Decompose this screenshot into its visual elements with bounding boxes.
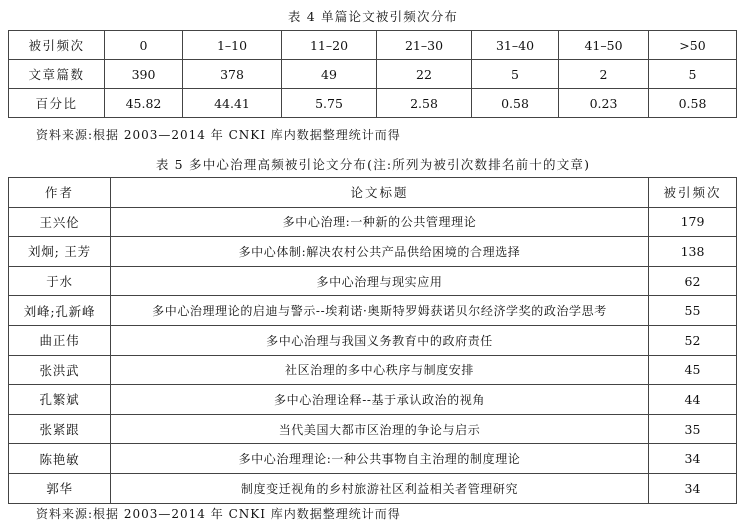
table4-caption: 表 4 单篇论文被引频次分布 bbox=[287, 9, 459, 24]
value-cell: 5.75 bbox=[282, 89, 377, 118]
header-cell: 被引频次 bbox=[649, 178, 737, 208]
row-label-cell: 被引频次 bbox=[9, 31, 105, 60]
value-cell: 49 bbox=[282, 60, 377, 89]
value-cell: 5 bbox=[649, 60, 737, 89]
table-row bbox=[9, 414, 737, 444]
citation-count-cell: 62 bbox=[649, 266, 737, 296]
paper-title-cell: 多中心体制:解决农村公共产品供给困境的合理选择 bbox=[111, 237, 649, 267]
value-cell: 45.82 bbox=[105, 89, 183, 118]
value-cell: 390 bbox=[105, 60, 183, 89]
header-cell: 1–10 bbox=[183, 31, 282, 60]
author-cell: 张洪武 bbox=[9, 355, 111, 385]
value-cell: 378 bbox=[183, 60, 282, 89]
citation-count-cell: 55 bbox=[649, 296, 737, 326]
table5-source-note: 资料来源:根据 2003—2014 年 CNKI 库内数据整理统计而得 bbox=[36, 507, 401, 521]
header-cell: 21–30 bbox=[377, 31, 472, 60]
value-cell: 5 bbox=[472, 60, 559, 89]
header-cell: 31–40 bbox=[472, 31, 559, 60]
table-row bbox=[9, 473, 737, 503]
author-cell: 孔繁斌 bbox=[9, 385, 111, 415]
author-cell: 张紧跟 bbox=[9, 414, 111, 444]
value-cell: 2 bbox=[559, 60, 649, 89]
author-cell: 郭华 bbox=[9, 473, 111, 503]
paper-title-cell: 多中心治理与现实应用 bbox=[111, 266, 649, 296]
header-cell: 作者 bbox=[9, 178, 111, 208]
paper-title-cell: 当代美国大都市区治理的争论与启示 bbox=[111, 414, 649, 444]
author-cell: 陈艳敏 bbox=[9, 444, 111, 474]
author-cell: 于水 bbox=[9, 266, 111, 296]
table-row bbox=[9, 207, 737, 237]
header-cell: >50 bbox=[649, 31, 737, 60]
citation-count-cell: 35 bbox=[649, 414, 737, 444]
citation-count-cell: 34 bbox=[649, 473, 737, 503]
value-cell: 0.58 bbox=[649, 89, 737, 118]
citation-count-cell: 52 bbox=[649, 325, 737, 355]
table4-source-note: 资料来源:根据 2003—2014 年 CNKI 库内数据整理统计而得 bbox=[36, 128, 401, 142]
paper-title-cell: 多中心治理与我国义务教育中的政府责任 bbox=[111, 325, 649, 355]
author-cell: 王兴伦 bbox=[9, 207, 111, 237]
high-cited-papers-table bbox=[8, 177, 737, 504]
value-cell: 0.23 bbox=[559, 89, 649, 118]
paper-title-cell: 多中心治理理论的启迪与警示--埃莉诺·奥斯特罗姆获诺贝尔经济学奖的政治学思考 bbox=[111, 296, 649, 326]
table5-caption: 表 5 多中心治理高频被引论文分布(注:所列为被引次数排名前十的文章) bbox=[155, 157, 591, 172]
table-header-row bbox=[9, 31, 737, 60]
author-cell: 刘炯; 王芳 bbox=[9, 237, 111, 267]
row-label-cell: 文章篇数 bbox=[9, 60, 105, 89]
table-row bbox=[9, 89, 737, 118]
paper-title-cell: 多中心治理诠释--基于承认政治的视角 bbox=[111, 385, 649, 415]
row-label-cell: 百分比 bbox=[9, 89, 105, 118]
table-row bbox=[9, 444, 737, 474]
table-row bbox=[9, 385, 737, 415]
paper-title-cell: 社区治理的多中心秩序与制度安排 bbox=[111, 355, 649, 385]
table-row bbox=[9, 296, 737, 326]
paper-title-cell: 多中心治理:一种新的公共管理理论 bbox=[111, 207, 649, 237]
table-row bbox=[9, 60, 737, 89]
table-row bbox=[9, 325, 737, 355]
value-cell: 44.41 bbox=[183, 89, 282, 118]
citation-count-cell: 138 bbox=[649, 237, 737, 267]
citation-frequency-table bbox=[8, 30, 737, 118]
value-cell: 2.58 bbox=[377, 89, 472, 118]
citation-count-cell: 45 bbox=[649, 355, 737, 385]
header-cell: 论文标题 bbox=[111, 178, 649, 208]
header-cell: 11–20 bbox=[282, 31, 377, 60]
table-row bbox=[9, 237, 737, 267]
citation-count-cell: 179 bbox=[649, 207, 737, 237]
table-row bbox=[9, 355, 737, 385]
value-cell: 0.58 bbox=[472, 89, 559, 118]
author-cell: 曲正伟 bbox=[9, 325, 111, 355]
paper-title-cell: 多中心治理理论:一种公共事物自主治理的制度理论 bbox=[111, 444, 649, 474]
citation-count-cell: 34 bbox=[649, 444, 737, 474]
value-cell: 22 bbox=[377, 60, 472, 89]
paper-title-cell: 制度变迁视角的乡村旅游社区利益相关者管理研究 bbox=[111, 473, 649, 503]
author-cell: 刘峰;孔新峰 bbox=[9, 296, 111, 326]
table-row bbox=[9, 266, 737, 296]
header-cell: 0 bbox=[105, 31, 183, 60]
table-header-row bbox=[9, 178, 737, 208]
header-cell: 41–50 bbox=[559, 31, 649, 60]
citation-count-cell: 44 bbox=[649, 385, 737, 415]
